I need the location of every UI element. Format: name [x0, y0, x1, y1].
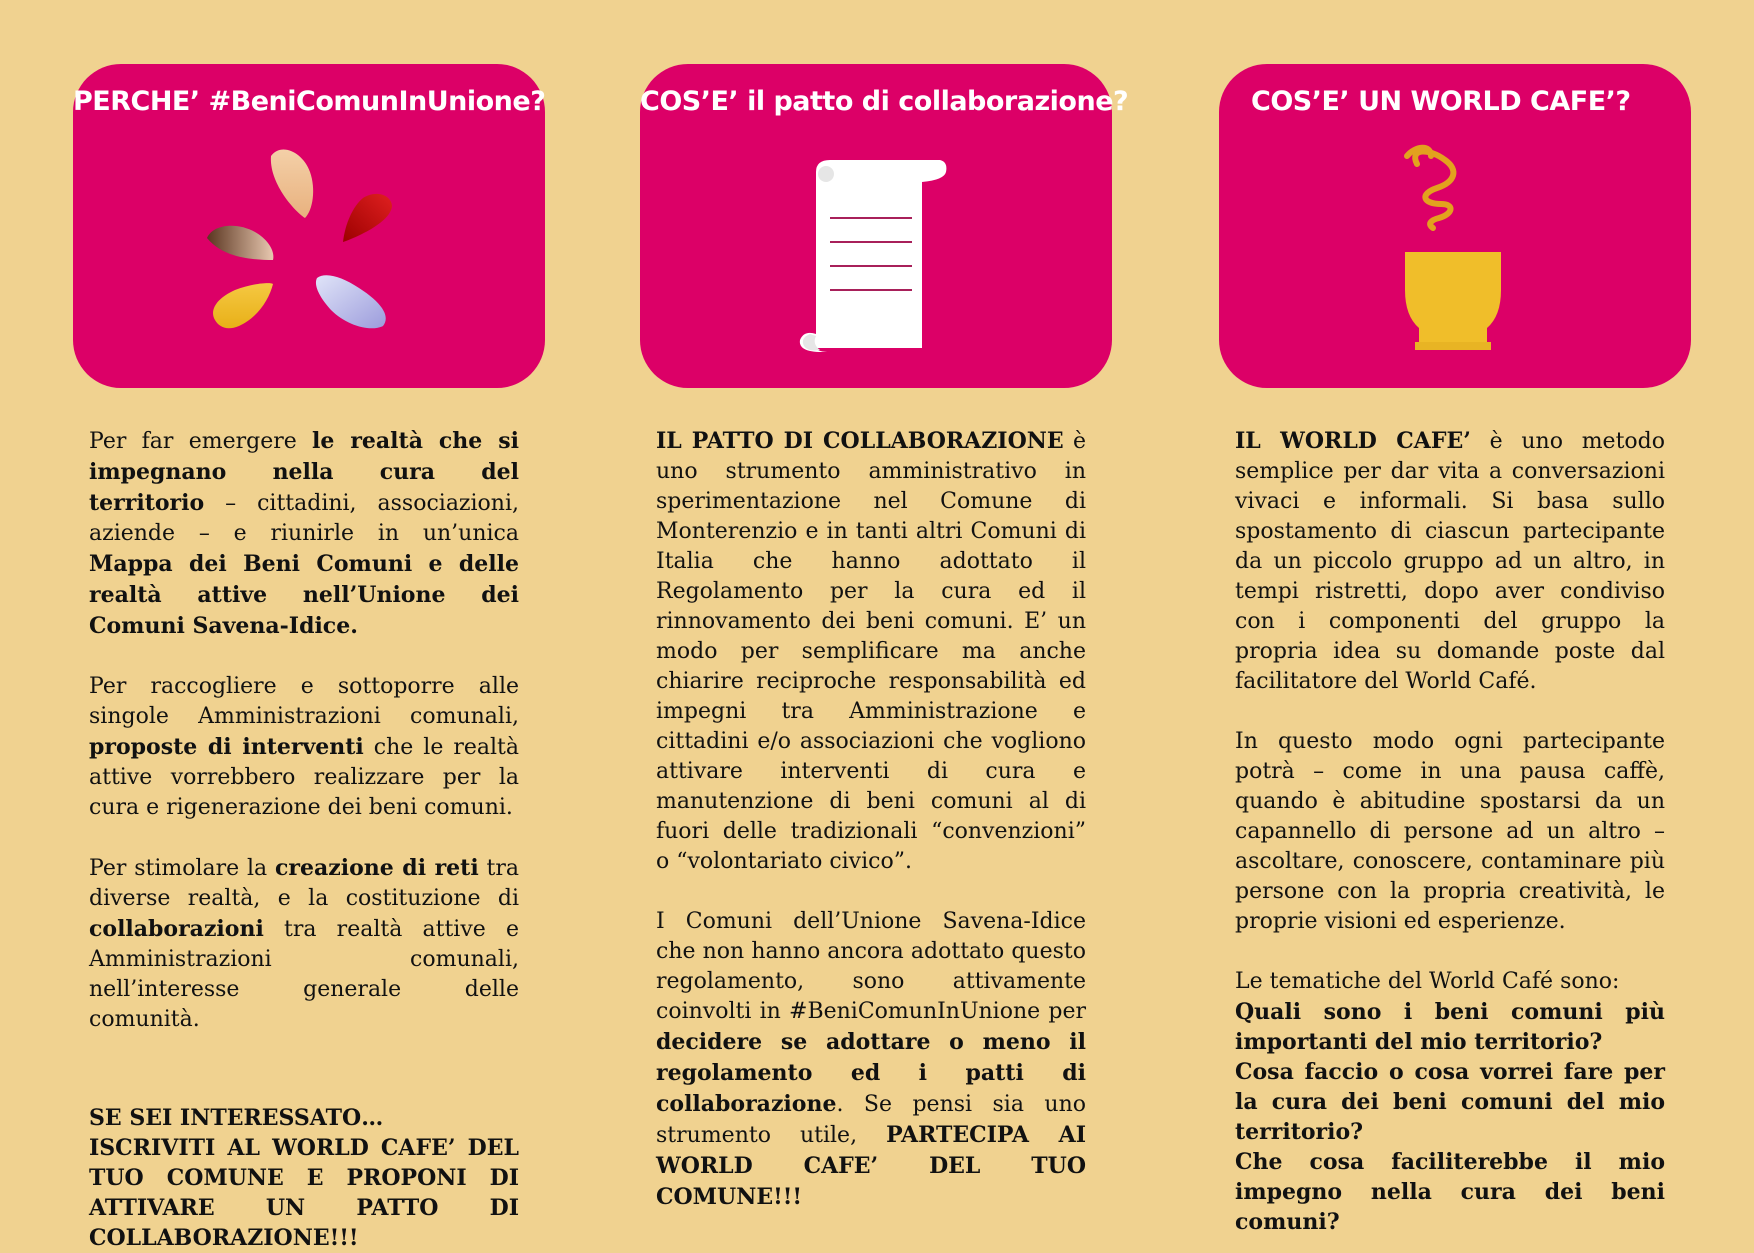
- theme-question-2: Cosa faccio o cosa vorrei fare per la cura dei beni comuni del mio territorio?: [1235, 1059, 1665, 1145]
- theme-question-3: Che cosa faciliterebbe il mio impegno nella cura dei beni comuni?: [1235, 1149, 1665, 1235]
- col1-paragraph-3: Per stimolare la creazione di reti tra diverse realtà, e la costituzione di collaborazioni tra realtà attive e Amministrazioni comunali, nell’interesse generale delle comunità.: [89, 855, 519, 1032]
- cta-line-2: ISCRIVITI AL WORLD CAFE’ DEL TUO COMUNE E PROPONI DI ATTIVARE UN PATTO DI COLLABORAZIONE!!!: [89, 1135, 519, 1251]
- column-beni-comuni: [73, 64, 545, 1253]
- cta-line-1: SE SEI INTERESSATO…: [89, 1105, 384, 1131]
- col2-paragraph-2: I Comuni dell’Unione Savena-Idice che non hanno ancora adottato questo regolamento, sono attivamente coinvolti in #BeniComunInUnione per decidere se adottare o meno il regolamento ed i patti di collaborazione. Se pensi sia uno strumento utile, PARTECIPA AI WORLD CAFE’ DEL TUO COMUNE!!!: [656, 909, 1086, 1210]
- col1-paragraph-1: Per far emergere le realtà che si impegnano nella cura del territorio – cittadini, associazioni, aziende – e riunirle in un’unica Mappa dei Beni Comuni e delle realtà attive nell’Unione dei Comuni Savena-Idice.: [89, 428, 519, 639]
- coffee-cup-icon: [1219, 64, 1691, 388]
- card-title: PERCHE’ #BeniComunInUnione?: [73, 86, 546, 117]
- column-patto: [640, 64, 1129, 1243]
- column-world-cafe: [1219, 64, 1691, 1237]
- col3-paragraph-1: IL WORLD CAFE’ è uno metodo semplice per dar vita a conversazioni vivaci e informali. Si basa sullo spostamento di ciascun partecipante da un piccolo gruppo ad un altro, in tempi ristretti, dopo aver condiviso con i componenti del gruppo la propria idea su domande poste dal facilitatore del World Café.: [1235, 428, 1665, 694]
- col3-themes: [1235, 967, 1665, 1237]
- scroll-document-icon: [640, 64, 1129, 388]
- col2-paragraph-1: IL PATTO DI COLLABORAZIONE è uno strumento amministrativo in sperimentazione nel Comune di Monterenzio e in tanti altri Comuni di Italia che hanno adottato il Regolamento per la cura ed il rinnovamento dei beni comuni. E’ un modo per semplificare ma anche chiarire reciproche responsabilità ed impegni tra Amministrazione e cittadini e/o associazioni che vogliono attivare interventi di cura e manutenzione di beni comuni al di fuori delle tradizionali “convenzioni” o “volontariato civico”.: [656, 428, 1086, 874]
- col3-text: [1219, 426, 1665, 1237]
- call-to-action: [89, 1103, 519, 1253]
- card-perche: [73, 64, 545, 388]
- card-title: COS’E’ il patto di collaborazione?: [640, 86, 1129, 117]
- col1-paragraph-2: Per raccogliere e sottoporre alle singole Amministrazioni comunali, proposte di interventi che le realtà attive vorrebbero realizzare per la cura e rigenerazione dei beni comuni.: [89, 674, 519, 820]
- themes-intro: Le tematiche del World Café sono:: [1235, 969, 1620, 994]
- card-title: COS’E’ UN WORLD CAFE’?: [1251, 86, 1631, 117]
- col1-text: [73, 426, 519, 1253]
- card-world-cafe: [1219, 64, 1691, 388]
- card-patto: [640, 64, 1129, 388]
- flower-petals-icon: [73, 64, 545, 388]
- col2-text: [640, 426, 1086, 1213]
- col3-paragraph-2: In questo modo ogni partecipante potrà – come in una pausa caffè, quando è abitudine spostarsi da un capannello di persone ad un altro – ascoltare, conoscere, contaminare più persone con la propria creatività, le proprie visioni ed esperienze.: [1235, 729, 1665, 934]
- theme-question-1: Quali sono i beni comuni più importanti del mio territorio?: [1235, 999, 1665, 1055]
